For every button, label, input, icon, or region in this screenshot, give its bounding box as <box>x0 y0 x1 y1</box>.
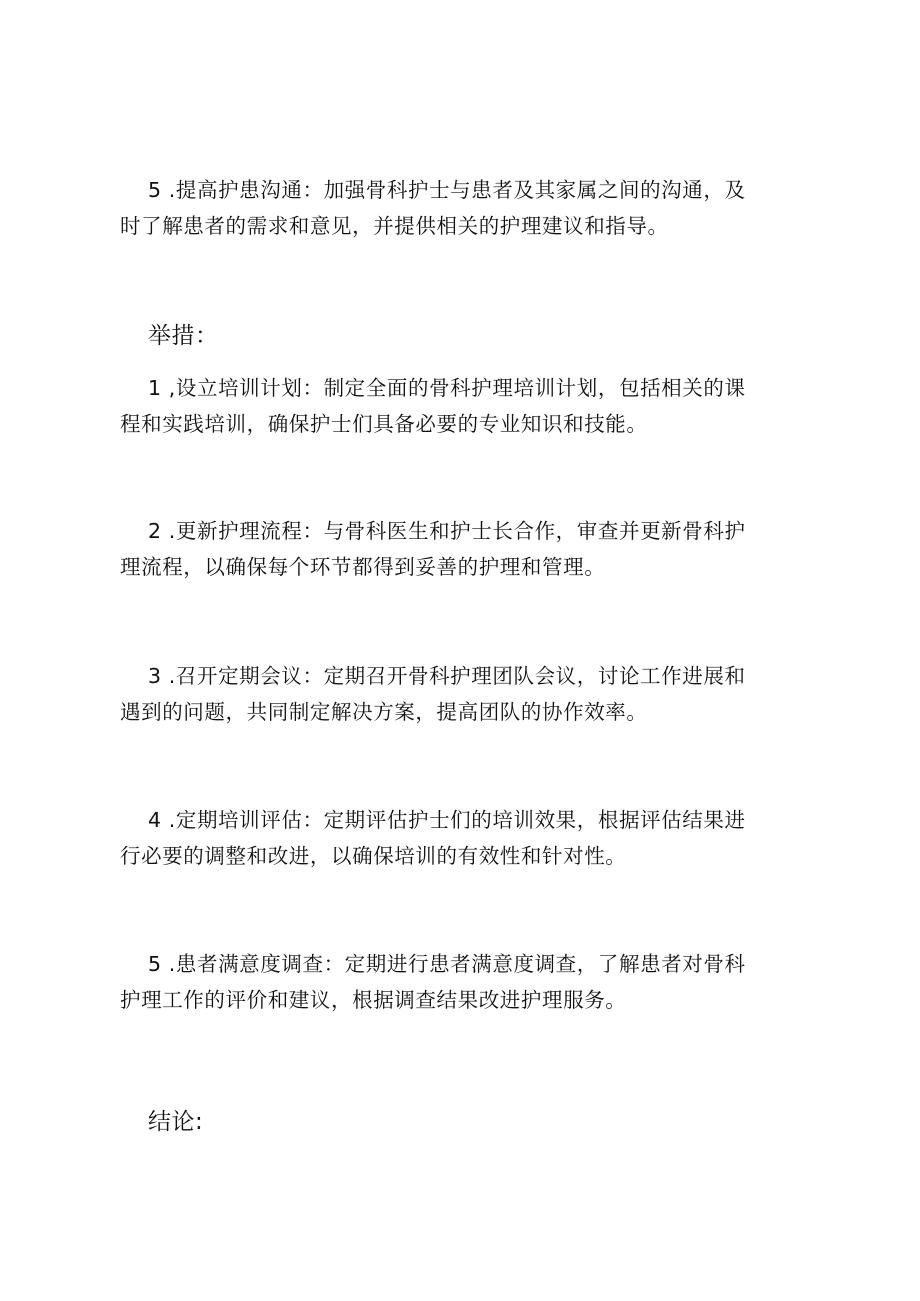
paragraph-line: 3 .召开定期会议：定期召开骨科护理团队会议，讨论工作进展和 <box>148 664 746 688</box>
section-heading-measures: 举措： <box>148 323 219 349</box>
paragraph-line: 时了解患者的需求和意见，并提供相关的护理建议和指导。 <box>120 214 669 238</box>
paragraph-improve-communication <box>120 172 820 244</box>
paragraph-line: 5 .患者满意度调查：定期进行患者满意度调查，了解患者对骨科 <box>148 952 746 976</box>
paragraph-line: 2 .更新护理流程：与骨科医生和护士长合作，审查并更新骨科护 <box>148 519 746 543</box>
measure-item-3 <box>120 658 820 730</box>
paragraph-line: 理流程，以确保每个环节都得到妥善的护理和管理。 <box>120 555 606 579</box>
section-heading-conclusion: 结论: <box>148 1109 204 1135</box>
measure-item-5 <box>120 946 820 1018</box>
paragraph-line: 4 .定期培训评估：定期评估护士们的培训效果，根据评估结果进 <box>148 808 746 832</box>
paragraph-line: 1 ,设立培训计划：制定全面的骨科护理培训计划，包括相关的课 <box>148 376 746 400</box>
paragraph-line: 护理工作的评价和建议，根据调查结果改进护理服务。 <box>120 988 627 1012</box>
paragraph-line: 行必要的调整和改进，以确保培训的有效性和针对性。 <box>120 844 627 868</box>
measure-item-1 <box>120 370 820 442</box>
paragraph-line: 5 .提高护患沟通：加强骨科护士与患者及其家属之间的沟通，及 <box>148 178 746 202</box>
measure-item-2 <box>120 513 820 585</box>
paragraph-line: 遇到的问题，共同制定解决方案，提高团队的协作效率。 <box>120 700 648 724</box>
paragraph-line: 程和实践培训，确保护士们具备必要的专业知识和技能。 <box>120 412 648 436</box>
measure-item-4 <box>120 802 820 874</box>
